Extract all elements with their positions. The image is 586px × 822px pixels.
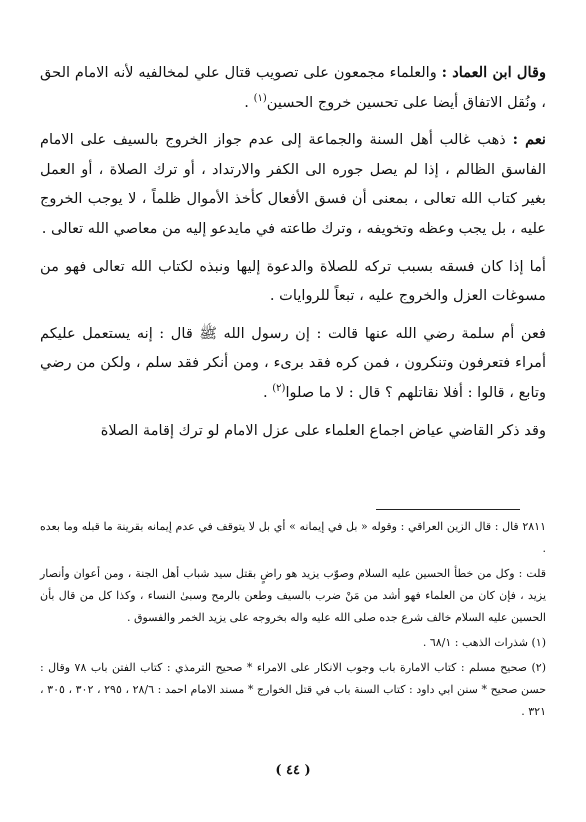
footnote-ref: (١) xyxy=(253,92,267,104)
main-text xyxy=(40,58,546,451)
footnotes xyxy=(40,516,546,726)
paragraph-hadith xyxy=(40,319,546,408)
paragraph-text: والعلماء مجمعون على تصويب قتال علي لمخالفيه لأنه الامام الحق ، ونُقل الاتفاق أيضا على تحسين خروج الحسين xyxy=(40,64,546,111)
footnote-note: قلت : وكل من خطأ الحسين عليه السلام وصوّب يزيد هو راضٍ بقتل سيد شباب أهل الجنة ، ومن أعوان وأنصار يزيد ، فإن كان من العلماء فهو أشد من مَنْ ضرب بالسيف وطعن بالرمح وسبىٰ النساء ، وكذا كل من قال بأن الحسين عليه السلام خالف شرع جده صلى الله عليه واله بخروجه على يزيد الخمر والفسوق . xyxy=(40,567,546,624)
paragraph-naam xyxy=(40,125,546,243)
paragraph-tail: . xyxy=(262,383,273,401)
paragraph-ibn-alimad xyxy=(40,58,546,117)
footnote-divider xyxy=(376,509,520,510)
footnote-1: (١) شذرات الذهب : ٦٨/١ . xyxy=(422,636,546,649)
paragraph-text: وقد ذكر القاضي عياض اجماع العلماء على عزل الامام لو ترك إقامة الصلاة xyxy=(100,421,546,439)
paragraph-text: أما إذا كان فسقه بسبب تركه للصلاة والدعوة إليها ونبذه لكتاب الله تعالى فهو من مسوغات العزل والخروج عليه ، تبعاً للروايات . xyxy=(40,257,546,305)
paragraph-lead: وقال ابن العماد : xyxy=(441,64,547,81)
page-number: ( ٤٤ ) xyxy=(275,763,311,778)
paragraph-text: ذهب غالب أهل السنة والجماعة إلى عدم جواز الخروج بالسيف على الامام الفاسق الظالم ، إذا لم يصل جوره الى الكفر والارتداد ، أو ترك الصلاة ، أو العمل بغير كتاب الله تعالى ، بمعنى أن فسق الأفعال كأخذ الأموال ظلماً ، لا يوجب الخروج عليه ، بل يجب وعظه وتخويفه ، وترك طاعته في مايدعو إليه من معاصي الله تعالى . xyxy=(40,131,546,237)
footnote-2: (٢) صحيح مسلم : كتاب الامارة باب وجوب الانكار على الامراء * صحيح الترمذي : كتاب الفتن باب ٧٨ وقال : حسن صحيح * سنن ابي داود : كتاب السنة باب في قتل الخوارج * مسند الامام احمد : ٢٨/٦ ، ٢٩٥ ، ٣٠٢ ، ٣٠٥ ، ٣٢١ . xyxy=(40,661,547,718)
paragraph-tail: . xyxy=(244,93,254,111)
paragraph-lead: نعم : xyxy=(512,131,546,149)
paragraph-abandon-prayer xyxy=(40,252,546,311)
footnote-ref: (٢) xyxy=(272,383,286,395)
paragraph-qadi-iyad xyxy=(40,416,546,446)
footnote-continuation: ٢٨١١ قال : قال الزين العراقي : وقوله « بل في إيمانه » أي بل لا يتوقف في عدم إيمانه بقرينة ما قبله وما بعده . xyxy=(40,520,546,555)
paragraph-text: فعن أم سلمة رضي الله عنها قالت : إن رسول الله ﷺ قال : إنه يستعمل عليكم أمراء فتعرفون وتنكرون ، فمن كره فقد برىء ، ومن أنكر فقد سلم ، ولكن من رضي وتابع ، قالوا : أفلا نقاتلهم ؟ قال : لا ما صلوا xyxy=(40,324,546,401)
